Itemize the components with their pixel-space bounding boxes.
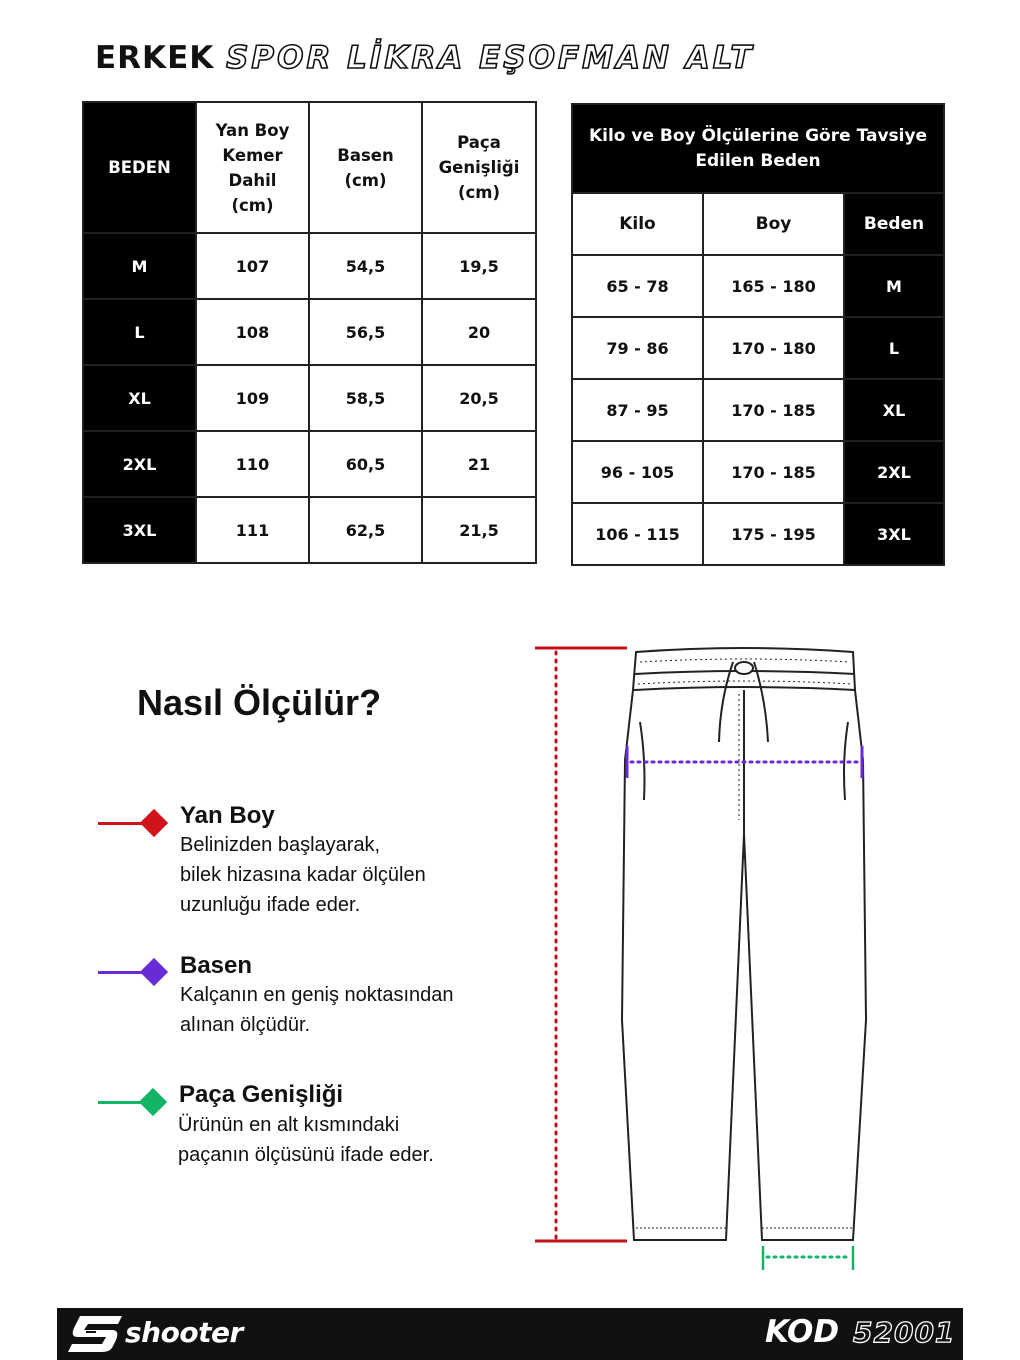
- table-row: [572, 379, 944, 441]
- table-row: [572, 255, 944, 317]
- legend-desc-basen: Kalçanın en geniş noktasından alınan ölçüdür.: [180, 984, 454, 1036]
- header-yan-boy: Yan Boy Kemer Dahil (cm): [196, 102, 309, 233]
- table-cell: 20: [422, 299, 536, 365]
- table-cell: 170 - 185: [703, 379, 844, 441]
- size-cell: 2XL: [83, 431, 196, 497]
- code-value: 52001: [853, 1316, 956, 1349]
- size-cell: XL: [83, 365, 196, 431]
- table-cell: 170 - 180: [703, 317, 844, 379]
- recommendation-table: [571, 103, 945, 566]
- legend-desc-yan-boy: Belinizden başlayarak, bilek hizasına kadar ölçülen uzunluğu ifade eder.: [180, 834, 426, 916]
- legend-desc-paca: Ürünün en alt kısmındaki paçanın ölçüsünü ifade eder.: [178, 1114, 434, 1166]
- table-cell: 110: [196, 431, 309, 497]
- size-cell: L: [844, 317, 944, 379]
- table-cell: 79 - 86: [572, 317, 703, 379]
- page-title: [95, 40, 754, 76]
- header-beden: Beden: [844, 193, 944, 255]
- table-row: [572, 503, 944, 565]
- table-cell: 170 - 185: [703, 441, 844, 503]
- brand-name: shooter: [125, 1316, 243, 1349]
- header-kilo: Kilo: [572, 193, 703, 255]
- table-row: [83, 299, 536, 365]
- header-paca: Paça Genişliği (cm): [422, 102, 536, 233]
- yan-boy-measure: [535, 648, 627, 1241]
- pants-diagram: [520, 630, 890, 1280]
- table-cell: 54,5: [309, 233, 422, 299]
- table-cell: 106 - 115: [572, 503, 703, 565]
- legend-diamond-basen: [140, 958, 168, 986]
- size-cell: M: [844, 255, 944, 317]
- size-cell: 2XL: [844, 441, 944, 503]
- table-cell: 107: [196, 233, 309, 299]
- table-cell: 56,5: [309, 299, 422, 365]
- table-row: [83, 497, 536, 563]
- code-label: KOD: [765, 1314, 840, 1350]
- table-cell: 60,5: [309, 431, 422, 497]
- size-cell: 3XL: [844, 503, 944, 565]
- table-cell: 165 - 180: [703, 255, 844, 317]
- title-bold: ERKEK: [95, 40, 215, 76]
- table-cell: 21: [422, 431, 536, 497]
- table-row: [83, 431, 536, 497]
- table-cell: 96 - 105: [572, 441, 703, 503]
- table-cell: 87 - 95: [572, 379, 703, 441]
- paca-measure: [763, 1246, 853, 1270]
- table-row: [83, 365, 536, 431]
- table-cell: 108: [196, 299, 309, 365]
- shooter-logo-icon: [66, 1314, 124, 1354]
- legend-diamond-yan-boy: [140, 809, 168, 837]
- header-boy: Boy: [703, 193, 844, 255]
- how-to-title: Nasıl Ölçülür?: [137, 682, 382, 723]
- size-cell: M: [83, 233, 196, 299]
- size-cell: XL: [844, 379, 944, 441]
- legend-diamond-paca: [139, 1088, 167, 1116]
- legend-title-yan-boy: Yan Boy: [180, 802, 275, 829]
- size-cell: 3XL: [83, 497, 196, 563]
- table-cell: 175 - 195: [703, 503, 844, 565]
- legend-title-paca: Paça Genişliği: [179, 1081, 344, 1108]
- legend-title-basen: Basen: [180, 952, 253, 979]
- table-cell: 20,5: [422, 365, 536, 431]
- recommendation-title: Kilo ve Boy Ölçülerine Göre Tavsiye Edilen Beden: [572, 104, 944, 193]
- size-table: [82, 101, 537, 564]
- pants-outline: [622, 648, 866, 1240]
- table-cell: 19,5: [422, 233, 536, 299]
- table-cell: 21,5: [422, 497, 536, 563]
- header-basen: Basen (cm): [309, 102, 422, 233]
- header-beden: BEDEN: [83, 102, 196, 233]
- table-row: [572, 317, 944, 379]
- title-outline: SPOR LİKRA EŞOFMAN ALT: [226, 40, 755, 76]
- table-cell: 65 - 78: [572, 255, 703, 317]
- table-cell: 111: [196, 497, 309, 563]
- table-cell: 109: [196, 365, 309, 431]
- table-cell: 62,5: [309, 497, 422, 563]
- table-row: [83, 233, 536, 299]
- table-cell: 58,5: [309, 365, 422, 431]
- table-row: [572, 441, 944, 503]
- size-cell: L: [83, 299, 196, 365]
